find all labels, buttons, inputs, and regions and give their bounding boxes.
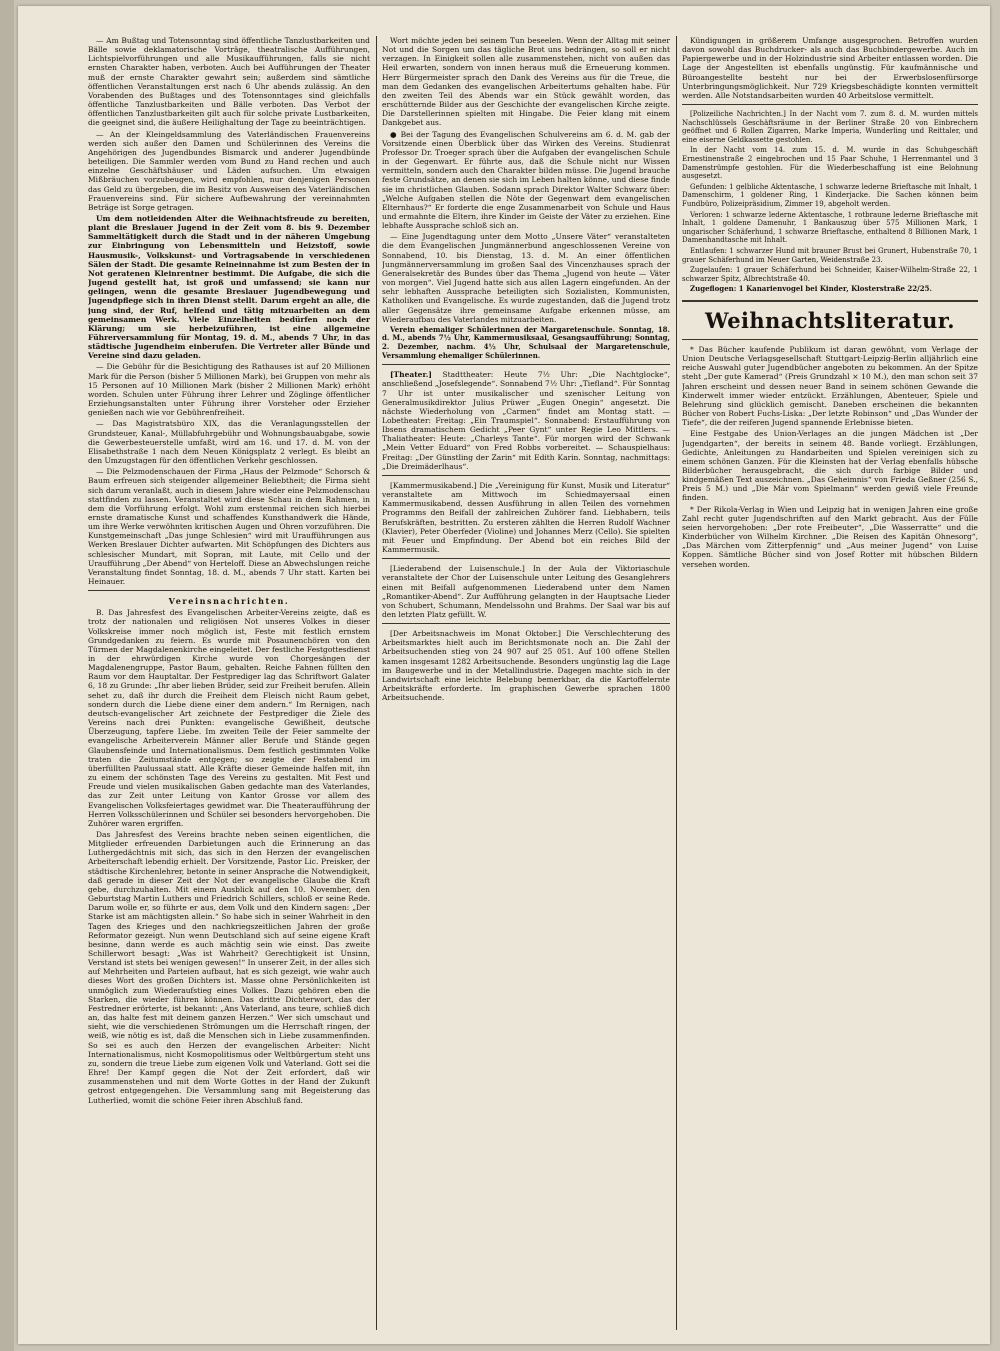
theater-heading: [Theater.] <box>390 370 432 380</box>
article-paragraph: B. Das Jahresfest des Evangelischen Arbeiter-Vereins zeigte, daß es trotz der nationalen und religiösen Not unseres Volkes in dieser Volkskreise immer noch möglich ist, Feste mit festlich ernstem Grundgedanken zu feiern. Es wurde mit Posaunenchören von den Türmen der Magdalenenkirche eingeleitet. Der festliche Festgottesdienst in der ehrwürdigen Kirche wurde von Chorgesängen der Magdalenengruppe, Pastor Baum, gehalten. Reiche Fahnen füllten den Raum vor dem Hauptaltar. Der Festprediger lag das Schriftwort Galater 6, 18 zu Grunde: „Ihr aber lieben Brüder, seid zur Freiheit berufen. Allein sehet zu, daß ihr durch die Freiheit dem Fleisch nicht Raum gebet, sondern durch die Liebe diene einer dem andern.“ Im Rernigen, nach deutsch-evangelischer Art zeichnete der Festprediger die Ziele des Vereins nach drei Punkten: evangelische Gewißheit, deutsche Überzeugung, tapfere Liebe. Im zweiten Teile der Feier sammelte der evangelische Arbeiterverein Männer aller Berufe und Stände gegen Glaubensfeinde und Internationalismus. Dem festlich gestimmten Volke traten die Zeitumstände entgegen; so zeigte der Festabend im überfüllten Paulussaal statt. Alle Kräfte dieser Gemeinde halfen mit, ihn zu einem der schönsten Tage des Vereins zu gestalten. Mit Fest und Freude und vielen musikalischen Gaben gedachte man des Vaterlandes, das zur Zeit unter Leitung von Kantor Grosse vor allem des Evangelischen Volksfeiertages gewidmet war. Die Theateraufführung der Herren Volksschülerinnen und Schüler sei besonders hervorgehoben. Die Zuhörer waren ergriffen. <box>88 608 370 828</box>
article-paragraph: Wort möchte jeden bei seinem Tun beseelen. Wenn der Alltag mit seiner Not und die Sorgen um das tägliche Brot uns bedrängen, so soll er nicht verzagen. In Einigkeit sollen alle zusammenstehen, nicht von außen das Heil erwarten, sondern von innen heraus muß die Erneuerung kommen. Herr Bürgermeister sprach den Dank des Vereins aus für die Treue, die man dem Gedanken des evangelischen Arbeitertums gehalten habe. Für den zweiten Teil des Abends war ein Stück gewählt worden, das erschütternde Bilder aus der Geschichte der evangelischen Kirche zeigte. Die Darstellerinnen spielten mit Hingabe. Die Feier klang mit einem Dankgebet aus. <box>382 36 670 128</box>
police-paragraph: In der Nacht vom 14. zum 15. d. M. wurde in das Schuhgeschäft Ernestinenstraße 2 eingebrochen und 15 Paar Schuhe, 1 Herrenmantel und 3 Damenstrümpfe gestohlen. Für die Wiederbeschaffung ist eine Belohnung ausgesetzt. <box>682 146 978 181</box>
column-rule <box>376 36 377 1330</box>
article-paragraph: Eine Festgabe des Union-Verlages an die jungen Mädchen ist „Der Jugendgarten“, der bereits in seinem 48. Bande vorliegt. Erzählungen, Gedichte, Anleitungen zu Handarbeiten und Spielen vereinigen sich zu einem schönen Ganzen. Für die Kleinsten hat der Verlag ebenfalls hübsche Bilderbücher herausgebracht, die sich durch farbige Bilder und kindgemäßen Text auszeichnen. „Das Geheimnis“ von Frieda Geßner (256 S., Preis 5 M.) und „Die Mär vom Spielmann“ werden gewiß viele Freunde finden. <box>682 429 978 503</box>
section-title: Weihnachtsliteratur. <box>704 307 956 333</box>
article-paragraph: * Das Bücher kaufende Publikum ist daran gewöhnt, vom Verlage der Union Deutsche Verlagsgesellschaft Stuttgart-Leipzig-Berlin alljährlich eine reiche Auswahl guter Jugendbücher angeboten zu bekommen. An der Spitze steht „Der gute Kamerad“ (Preis Grundzahl × 10 M.), den man schon seit 37 Jahren erscheint und dessen neuer Band in seinem schönen Gewande die Kinderwelt immer wieder entzückt. Erzählungen, Abenteuer, Spiele und Belehrung sind glücklich gemischt. Daneben erscheinen die bekannten Bücher von Robert Fuchs-Liska: „Der letzte Robinson“ und „Das Wunder der Tiefe“, die der reiferen Jugend spannende Erlebnisse bieten. <box>682 344 978 428</box>
police-paragraph: [Polizeiliche Nachrichten.] In der Nacht vom 7. zum 8. d. M. wurden mittels Nachschlüssels Geschäftsräume in der Berliner Straße 20 von Einbrechern geöffnet und 6 Rollen Zigarren, Marke Imperia, Wunderling und Reittaler, und eine eiserne Geldkassette gestohlen. <box>682 110 978 144</box>
police-paragraph: Gefunden: 1 gelbliche Aktentasche, 1 schwarze lederne Brieftasche mit Inhalt, 1 Damenschirm, 1 goldener Ring, 1 Kinderjacke. Die Sachen können beim Fundbüro, Polizeipräsidium, Zimmer 19, abgeholt werden. <box>682 182 978 209</box>
section-divider <box>682 104 978 105</box>
theater-paragraph <box>382 370 670 471</box>
police-paragraph: Zugelaufen: 1 grauer Schäferhund bei Schneider, Kaiser-Wilhelm-Straße 22, 1 schwarzer Spitz, Albrechtstraße 40. <box>682 266 978 283</box>
article-paragraph: Kündigungen in größerem Umfange ausgesprochen. Betroffen wurden davon sowohl das Buchdrucker- als auch das Buchbindergewerbe. Auch im Papiergewerbe und in der Holzindustrie sind Arbeiter entlassen worden. Die Lage der Angestellten ist ebenfalls ungünstig. Für kaufmännische und Büroangestellte besteht nur bei der Erwerbslosenfürsorge Unterbringungsmöglichkeit. Nur 729 Kriegsbeschädigte konnten vermittelt werden. Alle Notstandsarbeiten wurden 40 Arbeitslose vermittelt. <box>682 36 978 100</box>
police-paragraph: Entlaufen: 1 schwarzer Hund mit brauner Brust bei Grunert, Hubenstraße 70, 1 grauer Schäferhund im Neuer Garten, Weidenstraße 23. <box>682 247 978 264</box>
article-paragraph: ● Bei der Tagung des Evangelischen Schulvereins am 6. d. M. gab der Vorsitzende einen Überblick über das Wirken des Vereins. Studienrat Professor Dr. Troeger sprach über die Aufgaben der evangelischen Schule in der Gegenwart. Er führte aus, daß die Schule nicht nur Wissen vermitteln, sondern auch den Charakter bilden müsse. Die Jugend brauche feste Grundsätze, an denen sie sich im Leben halten könne, und diese finde sie im christlichen Glauben. Sodann sprach Direktor Walter Schwarz über: „Welche Aufgaben stellen die Nöte der Gegenwart dem evangelischen Elternhaus?“ Er forderte die enge Zusammenarbeit von Schule und Haus und ermahnte die Eltern, ihre Kinder im Geiste der Väter zu erziehen. Eine lebhafte Aussprache schloß sich an. <box>382 129 670 231</box>
article-paragraph: — Die Pelzmodenschauen der Firma „Haus der Pelzmode“ Schorsch & Baum erfreuen sich steigender allgemeiner Beliebtheit; die Firma sieht sich darum veranlaßt, auch in diesem Jahre wieder eine Pelzmodenschau stattfinden zu lassen. Veranstaltet wird diese Schau in dem Rahmen, in dem die Vorführung erfolgt. Wohl zum erstenmal reichen sich hierbei ernste dramatische Kunst und schaffendes Kunsthandwerk die Hände, um ihre Werke verwöhnten kritischen Augen und Ohren vorzuführen. Die Kunstgemeinschaft „Das junge Schlesien“ wird mit Uraufführungen aus Werken Breslauer Dichter aufwarten. Mit Schöpfungen des Dichters aus schlesischer Mundart, mit Sopran, mit Laute, mit Cello und der Uraufführung „Der Abend“ von Herteloff. Diese an Abwechslungen reiche Veranstaltung findet Sonntag, 18. d. M., abends 7 Uhr statt. Karten bei Heinauer. <box>88 467 370 587</box>
police-paragraph: Zugeflogen: 1 Kanarienvogel bei Kinder, Klosterstraße 22/25. <box>690 284 932 294</box>
article-paragraph: — Die Gebühr für die Besichtigung des Rathauses ist auf 20 Millionen Mark für die Person (bisher 5 Millionen Mark), bei Gruppen von mehr als 15 Personen auf 10 Millionen Mark (bisher 2 Millionen Mark) erhöht worden. Schulen unter Führung ihrer Lehrer und Zöglinge öffentlicher Erziehungsanstalten unter Führung ihrer Vorsteher oder Erzieher genießen nach wie vor Gebührenfreiheit. <box>88 362 370 418</box>
article-paragraph: — Das Magistratsbüro XIX, das die Veranlagungsstellen der Grundsteuer, Kanal-, Müllabfuhrgebühr und Wohnungsbauabgabe, sowie die Gewerbesteuerstelle umfaßt, wird am 16. und 17. d. M. von der Elisabethstraße 1 nach dem Neuen Königsplatz 2 verlegt. Es bleibt an den Umzugstagen für den öffentlichen Verkehr geschlossen. <box>88 419 370 466</box>
section-divider <box>382 623 670 624</box>
article-paragraph: — Eine Jugendtagung unter dem Motto „Unsere Väter“ veranstalteten die dem Evangelischen Jungmännerbund angeschlossenen Vereine von Sonnabend, 10. bis Dienstag, 13. d. M. An einer öffentlichen Jungmännerversammlung im großen Saal des Vincenzhauses sprach der Generalsekretär des Bundes über das Thema „Jugend von heute — Väter von morgen“. Viel Jugend hatte sich aus allen Lagern eingefunden. An der sehr lebhaften Aussprache beteiligten sich Sozialisten, Kommunisten, Katholiken und Evangelische. Es wurde zugestanden, daß die Jugend trotz aller Gegensätze ihre gemeinsame Aufgabe erkennen müsse, am Wiederaufbau des Vaterlandes mitzuarbeiten. <box>382 232 670 324</box>
scan-edge <box>0 0 14 1351</box>
article-paragraph: [Liederabend der Luisenschule.] In der Aula der Viktoriaschule veranstaltete der Chor der Luisenschule unter Leitung des Gesanglehrers einen mit Beifall aufgenommenen Liederabend unter dem Namen „Romantiker-Abend“. Zur Aufführung gelangten in der Hauptsache Lieder von Schubert, Schumann, Mendelssohn und Brahms. Der Saal war bis auf den letzten Platz gefüllt. W. <box>382 564 670 619</box>
newspaper-page <box>18 6 990 1344</box>
section-heading: Vereinsnachrichten. <box>168 596 290 607</box>
police-paragraph: Verloren: 1 schwarze lederne Aktentasche, 1 rotbraune lederne Brieftasche mit Inhalt, 1 goldene Damenuhr, 1 Bankauszug über 575 Millionen Mark, 1 ungarischer Schäferhund, 1 schwarze Brieftasche, enthaltend 8 Billionen Mark, 1 Damenhandtasche mit Inhalt. <box>682 210 978 245</box>
section-divider <box>382 558 670 559</box>
section-divider <box>382 475 670 476</box>
article-paragraph: [Der Arbeitsnachweis im Monat Oktober.] Die Verschlechterung des Arbeitsmarktes hielt auch im Berichtsmonate noch an. Die Zahl der Arbeitsuchenden stieg von 24 907 auf 25 051. Auf 100 offene Stellen kamen insgesamt 1282 Arbeitsuchende. Besonders ungünstig lag die Lage im Baugewerbe und in der Metallindustrie. Dagegen machte sich in der Landwirtschaft eine leichte Belebung bemerkbar, da die Kartoffelernte Arbeitskräfte erforderte. Im graphischen Gewerbe sprachen 1800 Arbeitsuchende. <box>382 629 670 703</box>
section-divider <box>682 339 978 340</box>
column-rule <box>676 36 677 1330</box>
article-paragraph: Um dem notleidenden Alter die Weihnachtsfreude zu bereiten, plant die Breslauer Jugend in der Zeit vom 8. bis 9. Dezember Sammeltätigkeit durch die Stadt und in der näheren Umgebung zur Einbringung von Lebensmitteln und Heizstoff, sowie Hausmusik-, Volkskunst- und Vortragsabende in verschiedenen Sälen der Stadt. Die gesamte Reineinnahme ist zum Besten der in Not geratenen Kleinrentner bestimmt. Die Aufgabe, die sich die Jugend gestellt hat, ist groß und umfassend; sie kann nur gelingen, wenn die gesamte Breslauer Jugendbewegung und Jugendpflege sich in ihren Dienst stellt. Darum ergeht an alle, die jung sind, der Ruf, helfend und tätig mitzuarbeiten an dem gemeinsamen Werk. Viele Einzelheiten bedürfen noch der Klärung; um sie herbeizuführen, ist eine allgemeine Führerversammlung für Montag, 19. d. M., abends 7 Uhr, in das städtische Jugendheim einberufen. Die Vertreter aller Bünde und Vereine sind dazu geladen. <box>88 213 370 361</box>
column-1 <box>88 36 370 1330</box>
notice-paragraph: Verein ehemaliger Schülerinnen der Margaretenschule. Sonntag, 18. d. M., abends 7½ Uhr, Kammermusiksaal, Gesangsaufführung; Sonntag, 2. Dezember, nachm. 4½ Uhr, Schulsaal der Margaretenschule, Versammlung ehemaliger Schülerinnen. <box>382 324 670 360</box>
section-divider <box>382 364 670 365</box>
column-2 <box>382 36 670 1330</box>
article-paragraph: [Kammermusikabend.] Die „Vereinigung für Kunst, Musik und Literatur“ veranstaltete am Mittwoch im Schiedmayersaal einen Kammermusikabend, dessen Ausführung in allen Teilen des vornehmen Programms den Beifall der zahlreichen Zuhörer fand. Liebhabern, teils Berufskräften, bestritten. Zu ersteren zählten die Herren Rudolf Wachner (Klavier), Peter Oberfeder (Violine) und Johannes Merz (Cello). Sie spielten mit Feuer und Empfindung. Der Abend bot ein reiches Bild der Kammermusik. <box>382 480 670 555</box>
section-divider <box>682 300 978 302</box>
article-paragraph: — Am Bußtag und Totensonntag sind öffentliche Tanzlustbarkeiten und Bälle sowie deklamatorische Vorträge, theatralische Aufführungen, Lichtspielvorführungen und alle Musikaufführungen, falls sie nicht ernsten Charakter haben, verboten. Auch bei Aufführungen der Theater muß der ernste Charakter gewahrt sein; außerdem sind sämtliche öffentlichen Veranstaltungen erst nach 6 Uhr abends zulässig. An den Vorabenden des Bußtages und des Totensonntages sind gleichfalls öffentliche Tanzlustbarkeiten und Bälle verboten. Das Verbot der öffentlichen Tanzlustbarkeiten gilt auch für solche private Lustbarkeiten, die geeignet sind, die äußere Heilighaltung der Tage zu beeinträchtigen. <box>88 36 370 128</box>
article-paragraph: — An der Kleingeldsammlung des Vaterländischen Frauenvereins werden sich außer den Damen und Schülerinnen des Vereins die Angehörigen des Jugendbundes Bismarck und anderer Jugendbünde beteiligen. Die Sammler werden vom Bund zu Hand rechen und auch einzelne Geschäftshäuser und Läden aufsuchen. Um etwaigen Mißbräuchen vorzubeugen, wird empfohlen, nur denjenigen Personen das Geld zu übergeben, die im Besitz von Ausweisen des Vaterländischen Frauenvereins sind. Für sichere Aufbewahrung der vereinnahmten Beträge ist Sorge getragen. <box>88 129 370 212</box>
article-paragraph: Das Jahresfest des Vereins brachte neben seinen eigentlichen, die Mitglieder erfreuenden Darbietungen auch die Erinnerung an das Luthergedächtnis mit sich, das sich in den Herzen der evangelischen Arbeiterschaft lebendig erhielt. Der Vorsitzende, Pastor Lic. Preisker, der städtische Kirchenlehrer, betonte in seiner Ansprache die Notwendigkeit, daß gerade in dieser Zeit der Not der evangelische Glaube die Kraft gebe, durchzuhalten. Mit einem Ausblick auf den 10. November, den Geburtstag Martin Luthers und Friedrich Schillers, schloß er seine Rede. Darum wolle er, so führte er aus, dem Volk und den Kindern sagen: „Der Starke ist am mächtigsten allein.“ So habe sich in seiner Wahrheit in den Tagen des Krieges und den nachkriegszeitlichen Jahren der große Reformator gezeigt. Nun wenn Deutschland sich auf seine eigene Kraft besinne, dann werde es auch mächtig sein wie einst. Das zweite Schillerwort besagt: „Was ist Wahrheit? Gerechtigkeit ist Unsinn, Verstand ist stets bei wenigen gewesen!“ In unserer Zeit, in der alles sich auf Mehrheiten und Parteien aufbaut, hat es sich gezeigt, wie wahr auch dieses Wort des großen Dichters ist. Masse ohne Persönlichkeiten ist unmöglich zum Wiederaufstieg eines Volkes. Dazu gehören eben die Starken, die wieder führen können. Das dritte Dichterwort, das der Festredner erörterte, ist bekannt: „Ans Vaterland, ans teure, schließ dich an, das halte fest mit deinem ganzen Herzen.“ Wer sich umschaut und sieht, wie die verschiedenen Strömungen um die Herrschaft ringen, der weiß, wie nötig es ist, daß die Menschen sich in Liebe zusammenfinden. So sei es auch den Herzen der evangelischen Arbeiter: Nicht Internationalismus, nicht Kosmopolitismus oder Weltbürgertum steht uns zu, sondern die treue Liebe zum eigenen Volk und Vaterland. Gott sei die Ehre! Der Kampf gegen die Not der Zeit erfordert, daß wir zusammenstehen und mit dem Worte Gottes in der Hand der Zukunft getrost entgegengehen. Die Versammlung sang mit Begeisterung das Lutherlied, womit die schöne Feier ihren Abschluß fand. <box>88 829 370 1105</box>
article-paragraph: * Der Rikola-Verlag in Wien und Leipzig hat in wenigen Jahren eine große Zahl recht guter Jugendschriften auf den Markt gebracht. Aus der Fülle seien hervorgehoben: „Der rote Freibeuter“, „Die Wasserratte“ und die Kinderbücher von Wilhelm Kirchner. „Die Reisen des Kapitän Ohnesorg“, „Das Märchen vom Zitterpfennig“ und „Aus meiner Jugend“ von Luise Koppen. Sämtliche Bücher sind von Josef Rotter mit hübschen Bildern versehen worden. <box>682 504 978 569</box>
column-3 <box>682 36 978 1330</box>
section-divider <box>88 590 370 591</box>
theater-text: Stadttheater: Heute 7½ Uhr: „Die Nachtglocke“, anschließend „Josefslegende“. Sonnabend 7½ Uhr: „Tiefland“. Für Sonntag 7 Uhr ist unter musikalischer und szenischer Leitung von Generalmusikdirektor Julius Prüwer „Eugen Onegin“ angesetzt. Die nächste Wiederholung von „Carmen“ findet am Montag statt. — Lobetheater: Freitag: „Ein Traumspiel“. Sonnabend: Erstaufführung von Ibsens dramatischem Gedicht „Peer Gynt“ unter Regie Leo Mittlers. — Thaliatheater: Heute: „Charleys Tante“. Für morgen wird der Schwank „Mein Vetter Eduard“ von Fred Robbs vorbereitet. — Schauspielhaus: Freitag: „Der Günstling der Zarin“ mit Edith Karin. Sonntag, nachmittags: „Die Dreimäderlhaus“. <box>382 370 670 471</box>
